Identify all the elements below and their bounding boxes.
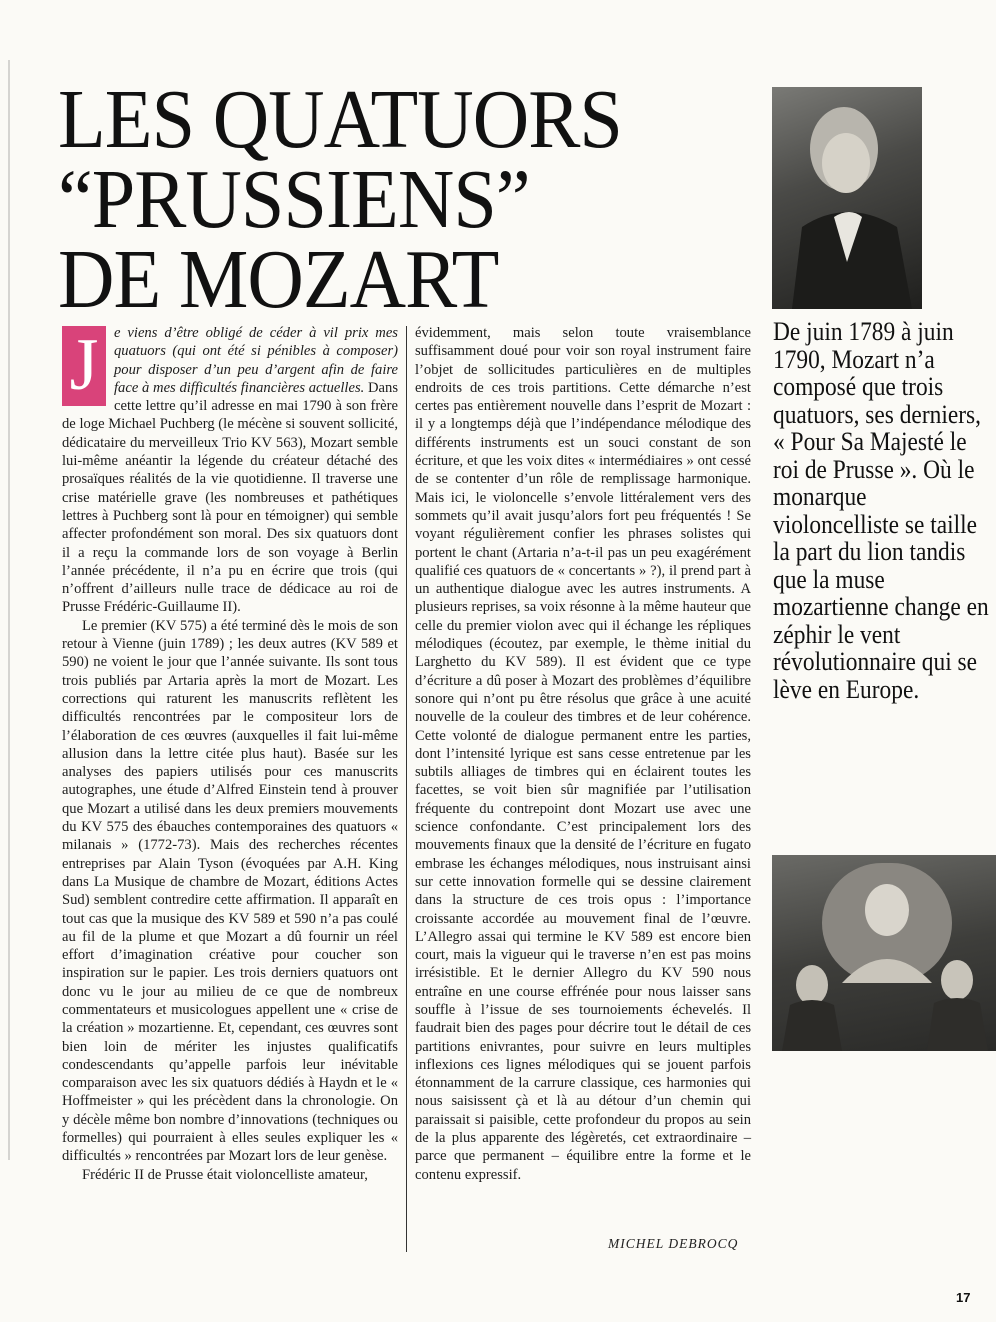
paragraph-2: Le premier (KV 575) a été terminé dès le mois de son retour à Vienne (juin 1789) ; les deux autres (KV 589 et 590) ne voient le jour que l’année suivante. Ils sont tous trois publiés par Artaria après la mort de Mozart. Les corrections qui raturent les manuscrits reflètent les difficultés rencontrées par le compositeur lors de l’élaboration de ces œuvres (auxquelles il fait lui-même allusion dans la lettre citée plus haut). Basée sur les analyses des papiers utilisés pour ces manuscrits autographes, une étude d’Alfred Einstein tend à prouver que Mozart a utilisé dans les deux premiers mouvements du KV 575 des ébauches contemporaines des quatuors « milanais » (1772-73). Mais des recherches récentes entreprises par Alain Tyson (évoquées par A.H. King dans La Musique de chambre de Mozart, éditions Actes Sud) semblent contredire cette affirmation. Il apparaît en tout cas que la musique des KV 589 et 590 n’a pas coulé au fil de la plume et que Mozart a dû fournir un réel effort d’imagination créative pour coucher son inspiration sur le papier. Les trois derniers quatuors ont donc vu le jour au milieu de ce que de nombreux commentateurs et musicologues appellent une « crise de la création » mozartienne. Et, cependant, ces œuvres sont bien loin de mériter les injustes qualificatifs condescendants qu’appelle parfois leur inévitable comparaison avec les six quatuors dédiés à Haydn et le « Hoffmeister » qui les précèdent dans la chronologie. On y décèle même bon nombre d’innovations (techniques ou formelles) qui pourraient à elles seules expliquer les « difficultés » rencontrées par Mozart lors de leur genèse. xyxy=(62,617,398,1165)
article-title xyxy=(58,73,709,326)
paragraph-3: Frédéric II de Prusse était violoncelliste amateur, xyxy=(82,1166,368,1183)
sidebar-caption: De juin 1789 à juin 1790, Mozart n’a composé que trois quatuors, ses derniers, « Pour Sa Majesté le roi de Prusse ». Où le monarque violoncelliste se taille la part du lion tandis que la muse mozartienne change en zéphir le vent révolutionnaire qui se lève en Europe. xyxy=(773,317,989,704)
paragraph-intro xyxy=(62,324,398,617)
drop-cap: J xyxy=(62,326,106,406)
intro-quote: e viens d’être obligé de céder à vil prix mes quatuors (qui ont été si pénibles à composer) pour disposer d’un peu d’argent afin de faire face à mes difficultés financières actuelles. xyxy=(114,325,398,396)
page-number: 17 xyxy=(956,1290,971,1305)
mozart-family-photo xyxy=(772,855,996,1051)
paragraph-1-text: Dans cette lettre qu’il adresse en mai 1790 à son frère de loge Michael Puchberg (le mécène si souvent sollicité, dédicataire du merveilleux Trio KV 563), Mozart semble lui-même anéantir la légende du créateur détaché des prosaïques réalités de la vie quotidienne. Il traverse une crise matérielle grave (les nombreuses et pathétiques lettres à Puchberg sont là pour en témoigner) qui semble affecter profondément son moral. Des six quatuors dont il a reçu la commande lors de son voyage à Berlin l’année précédente, il n’a pu en écrire que trois (qui n’offrent d’ailleurs nulle trace de dédicace au roi de Prusse Frédéric-Guillaume II). xyxy=(62,379,398,616)
mozart-portrait-photo xyxy=(772,87,922,309)
title-line-3: DE MOZART xyxy=(58,233,499,326)
family-portrait-icon xyxy=(772,855,996,1051)
title-line-1: LES QUATUORS xyxy=(58,73,622,166)
title-line-2: “PRUSSIENS” xyxy=(58,153,530,246)
article-column-2 xyxy=(415,324,751,1184)
column-divider xyxy=(406,326,407,1252)
author-signature: MICHEL DEBROCQ xyxy=(608,1236,739,1251)
portrait-figure-icon xyxy=(772,87,922,309)
paragraph-4: évidemment, mais selon toute vraisemblance suffisamment doué pour voir son royal instrument faire l’objet de sollicitudes particulières en de multiples endroits de ces trois partitions. Cette démarche n’est certes pas entièrement nouvelle dans l’esprit de Mozart : il y a longtemps déjà que l’indépendance mélodique des différents instruments est un souci constant de son écriture, et que les voix dites « intermédiaires » ont cessé de se contenter d’un rôle de remplissage harmonique. Mais ici, le violoncelle s’envole littéralement vers des sommets qu’il avait jusqu’alors fort peu fréquentés ! Se voyant régulièrement confier les phrases solistes qui portent le chant (Artaria n’a-t-il pas un peu exagérément qualifié ces quatuors de « concertants » ?), il prend part à un authentique dialogue avec les autres instruments. A plusieurs reprises, sa voix résonne à la même hauteur que celle du premier violon avec qui il échange les répliques mélodiques (écoutez, par exemple, le thème initial du Larghetto du KV 589). Il est évident que ce type d’écriture a dû poser à Mozart des problèmes d’équilibre sonore qui n’ont pu être résolus que grâce à une acuité nouvelle de la couleur des timbres et de leur cohérence. Cette volonté de dialogue permanent entre les parties, dont l’intensité lyrique est sans cesse entretenue par les subtils alliages de timbres qui en éclairent toutes les facettes, se voit bien sûr magnifiée par l’utilisation fréquente du contrepoint dont Mozart use avec une science confondante. C’est principalement lors des mouvements finaux que la densité de l’écriture en fugato embrase les échanges mélodiques, nous instruisant ainsi sur cette innovation formelle qui se dessine clairement dans la structure de ces trois opus : l’importance croissante accordée au mouvement final de l’œuvre. L’Allegro assai qui termine le KV 589 est encore bien court, mais la vigueur qui le traverse n’en est pas moins irrésistible. Et le dernier Allegro du KV 590 nous entraîne en une course effrénée pour nous laisser sans souffle à l’issue de ses tournoiements échevelés. Il faudrait bien des pages pour décrire tout le détail de ces partitions enivrantes, pour suivre en leurs multiples inflexions ces lignes mélodiques qui se jouent parfois étonnamment de la carrure classique, ces harmonies qui nous saisissent çà et là au détour d’un chemin qui paraissait si paisible, cette profondeur du propos au sein de la plus apparente des légèretés, cet extraordinaire – parce que permanent – équilibre entre la forme et le contenu expressif. xyxy=(415,325,751,1183)
scan-edge-shadow xyxy=(8,60,10,1160)
article-column-1 xyxy=(62,324,398,1184)
